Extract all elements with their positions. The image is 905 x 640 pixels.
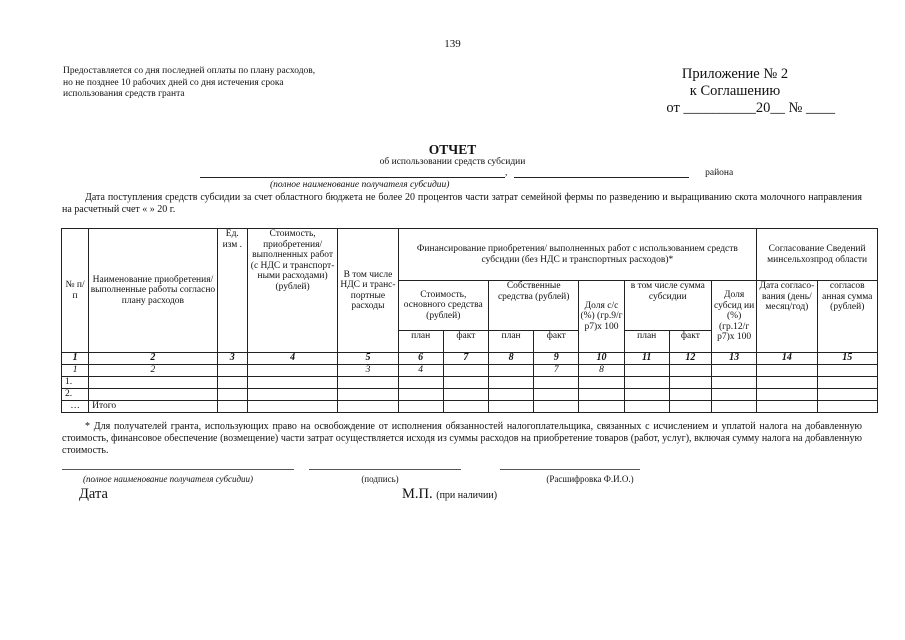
column-number: 1 — [62, 353, 89, 365]
table-cell[interactable] — [534, 377, 579, 389]
recipient-caption: (полное наименование получателя субсидии) — [270, 180, 450, 190]
column-number: 6 — [398, 353, 443, 365]
comma: , — [505, 168, 508, 178]
header-plan: план — [398, 331, 443, 353]
table-row — [62, 365, 878, 377]
table-cell[interactable] — [488, 401, 533, 413]
column-number: 13 — [712, 353, 757, 365]
table-row — [62, 389, 878, 401]
table-cell: 2. — [62, 389, 89, 401]
page-number: 139 — [444, 38, 461, 50]
table-cell[interactable] — [757, 401, 817, 413]
header-fact: факт — [443, 331, 488, 353]
receipt-date-paragraph: Дата поступления средств субсидии за счет областного бюджета не более 20 процентов части затрат семейной фермы по разведению и выращиванию скота молочного направления на расчетный счет « » 20 г. — [62, 192, 862, 215]
header-fact: факт — [534, 331, 579, 353]
header-subsidy-sum: в том числе сумма субсидии — [624, 281, 711, 331]
table-cell — [624, 365, 669, 377]
header-approval-date: Дата согласо-вания (день/ месяц/год) — [757, 281, 817, 353]
column-number: 12 — [669, 353, 711, 365]
table-row — [62, 377, 878, 389]
column-numbers-row — [62, 353, 878, 365]
table-cell — [757, 365, 817, 377]
header-approval: Согласование Сведений минсельхозпрод области — [757, 229, 878, 281]
header-num: № п/п — [62, 229, 89, 353]
table-cell[interactable] — [443, 401, 488, 413]
table-cell[interactable] — [817, 401, 877, 413]
table-cell: 1. — [62, 377, 89, 389]
table-cell[interactable] — [817, 377, 877, 389]
table-cell[interactable] — [488, 389, 533, 401]
table-cell[interactable] — [217, 401, 247, 413]
table-cell[interactable] — [217, 389, 247, 401]
table-cell[interactable] — [338, 401, 398, 413]
annex-title: Приложение № 2 — [681, 66, 789, 82]
submission-note — [63, 66, 373, 101]
column-number: 9 — [534, 353, 579, 365]
table-cell[interactable] — [669, 389, 711, 401]
table-cell[interactable] — [89, 377, 218, 389]
header-approved-sum: согласов анная сумма (рублей) — [817, 281, 877, 353]
stamp-label: М.П. — [402, 486, 433, 502]
note-line: но не позднее 10 рабочих дней со дня истечения срока — [63, 77, 284, 88]
table-cell: 1 — [62, 365, 89, 377]
note-line: Предоставляется со дня последней оплаты по плану расходов, — [63, 66, 316, 76]
table-cell: 3 — [338, 365, 398, 377]
recipient-signature-line — [62, 469, 294, 470]
recipient-blank — [200, 167, 508, 178]
date-label: Дата — [79, 486, 108, 502]
table-cell[interactable] — [579, 389, 624, 401]
column-number: 5 — [338, 353, 398, 365]
note-line: использования средств гранта — [63, 89, 185, 99]
header-plan: план — [488, 331, 533, 353]
table-cell[interactable] — [624, 389, 669, 401]
recipient-line — [200, 167, 733, 178]
table-cell — [488, 365, 533, 377]
header-fixed-cost: Стоимость, основного средства (рублей) — [398, 281, 488, 331]
district-blank — [514, 167, 689, 178]
column-number: 4 — [247, 353, 337, 365]
table-cell[interactable] — [89, 389, 218, 401]
table-cell — [247, 365, 337, 377]
stamp-note: (при наличии) — [436, 490, 498, 501]
annex-date-number: от __________20__ № ____ — [666, 100, 835, 116]
table-cell[interactable] — [338, 377, 398, 389]
table-cell[interactable] — [624, 401, 669, 413]
header-unit: Ед. изм . — [217, 229, 247, 353]
header-fact: факт — [669, 331, 711, 353]
table-cell[interactable] — [338, 389, 398, 401]
header-name: Наименование приобретения/ выполненные работы согласно плану расходов — [89, 229, 218, 353]
table-cell[interactable] — [217, 377, 247, 389]
table-cell — [443, 365, 488, 377]
table-cell[interactable] — [579, 401, 624, 413]
table-cell — [712, 365, 757, 377]
total-row — [62, 401, 878, 413]
vat-footnote: * Для получателей гранта, использующих право на освобождение от исполнения обязанностей налогоплательщика, связанных с исчислением и уплатой налога на добавленную стоимость, финансовое обеспечение (возмещение) части затрат осуществляется исходя из суммы расходов на приобретение товаров (работ, услуг), включая сумму налога на добавленную стоимость. — [62, 421, 862, 456]
table-cell — [669, 365, 711, 377]
signature-caption: (подпись) — [361, 474, 399, 484]
table-cell: 2 — [89, 365, 218, 377]
table-cell[interactable] — [624, 377, 669, 389]
table-cell: 8 — [579, 365, 624, 377]
table-cell[interactable] — [398, 401, 443, 413]
table-cell — [217, 365, 247, 377]
report-subtitle: об использовании средств субсидии — [379, 157, 526, 167]
table-cell — [817, 365, 877, 377]
column-number: 8 — [488, 353, 533, 365]
table-cell[interactable] — [712, 377, 757, 389]
total-num: … — [62, 401, 89, 413]
table-cell[interactable] — [757, 377, 817, 389]
table-cell[interactable] — [398, 377, 443, 389]
table-cell[interactable] — [247, 401, 337, 413]
header-plan: план — [624, 331, 669, 353]
table-cell[interactable] — [488, 377, 533, 389]
column-number: 10 — [579, 353, 624, 365]
header-share-subsidy: Доля субсид ии (%) (гр.12/г р7)х 100 — [712, 281, 757, 353]
table-cell[interactable] — [534, 389, 579, 401]
table-cell[interactable] — [712, 389, 757, 401]
column-number: 11 — [624, 353, 669, 365]
stamp-place — [402, 486, 497, 503]
column-number: 2 — [89, 353, 218, 365]
table-cell[interactable] — [534, 401, 579, 413]
annex-agreement: к Соглашению — [689, 83, 781, 99]
table-cell[interactable] — [247, 389, 337, 401]
table-cell[interactable] — [443, 389, 488, 401]
name-decode-caption: (Расшифровка Ф.И.О.) — [546, 474, 634, 484]
table-cell[interactable] — [579, 377, 624, 389]
table-cell[interactable] — [757, 389, 817, 401]
table-cell[interactable] — [669, 377, 711, 389]
table-cell[interactable] — [443, 377, 488, 389]
name-decode-line — [500, 469, 640, 470]
report-title: ОТЧЕТ — [428, 142, 477, 157]
district-label: района — [705, 168, 734, 178]
signature-line — [309, 469, 461, 470]
header-cost: Стоимость, приобретения/ выполненных работ (с НДС и транспорт-ными расходами) (рублей) — [247, 229, 337, 353]
column-number: 7 — [443, 353, 488, 365]
table-cell[interactable] — [398, 389, 443, 401]
total-label: Итого — [89, 401, 218, 413]
table-cell[interactable] — [247, 377, 337, 389]
header-own-funds: Собственные средства (рублей) — [488, 281, 578, 331]
column-number: 14 — [757, 353, 817, 365]
column-number: 15 — [817, 353, 877, 365]
report-table — [61, 228, 878, 413]
annex-header — [635, 66, 835, 117]
recipient-name-caption: (полное наименование получателя субсидии) — [83, 474, 254, 484]
table-cell[interactable] — [817, 389, 877, 401]
table-cell: 4 — [398, 365, 443, 377]
table-cell[interactable] — [669, 401, 711, 413]
table-cell[interactable] — [712, 401, 757, 413]
header-vat: В том числе НДС и транс-портные расходы — [338, 229, 398, 353]
column-number: 3 — [217, 353, 247, 365]
table-cell: 7 — [534, 365, 579, 377]
header-financing: Финансирование приобретения/ выполненных работ с использованием средств субсидии (без НДС и транспортных расходов)* — [398, 229, 757, 281]
header-share-own: Доля с/с (%) (гр.9/г р7)х 100 — [579, 281, 624, 353]
